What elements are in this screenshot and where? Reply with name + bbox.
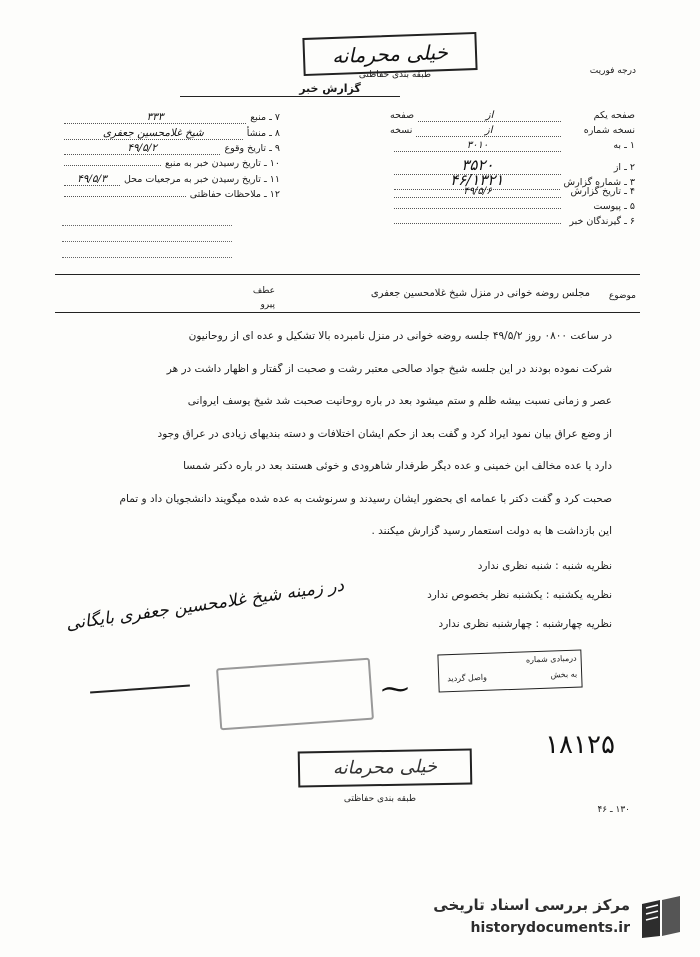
report-title: گزارش خبر — [299, 82, 361, 95]
subject-ref-label: عطف — [252, 286, 275, 296]
right-field-row — [390, 186, 635, 198]
left-field-row — [60, 158, 280, 169]
field-label: ۱۱ ـ تاریخ رسیدن خبر به مرجعیات محل — [123, 174, 280, 185]
field-value: ۳۰۱۰ — [394, 140, 561, 152]
body-line: از وضع عراق بیان نمود ایراد کرد و گفت بعد از حکم ایشان اختلافات و دسته بندیهای زیادی در عراق وجود — [157, 427, 612, 440]
subject-label: موضوع — [608, 291, 636, 301]
field-value: ۴۹/۵/۳ — [64, 173, 120, 186]
field-label: نسخه شماره — [583, 125, 635, 137]
blank-line — [62, 225, 232, 226]
watermark-title: مرکز بررسی اسناد تاریخی — [433, 896, 630, 914]
left-field-row — [60, 173, 280, 186]
right-field-row — [390, 125, 635, 137]
body-line: این بازداشت ها به دولت استعمار رسید گزارش میکنند . — [371, 525, 612, 537]
blank-line — [62, 241, 232, 242]
field-label: ۱ ـ به — [613, 140, 635, 152]
body-line: دارد یا عده مخالف ابن خمینی و عده دیگر طرفدار شاهرودی و خوئی هستند بعد در باره دکتر شمسا — [183, 460, 612, 472]
field-value: از — [416, 125, 561, 137]
book-logo-icon — [636, 892, 686, 942]
body-line: عصر و زمانی نسبت بیشه ظلم و ستم میشود بعد در باره روحانیت صحبت شد شیخ یوسف ایروانی — [187, 395, 612, 407]
field-label: ۶ ـ گیرندگان خبر — [569, 216, 635, 228]
field-value — [394, 208, 561, 209]
left-field-row — [60, 127, 280, 140]
received-stamp-line2: به بخش — [550, 669, 578, 680]
field-label: ۹ ـ تاریخ وقوع — [224, 143, 280, 154]
subject-value: مجلس روضه خوانی در منزل شیخ غلامحسین جعفری — [370, 288, 590, 299]
field-label: ۱۰ ـ تاریخ رسیدن خبر به منبع — [165, 157, 280, 169]
note-line: نظریه یکشنبه : یکشنبه نظر بخصوص ندارد — [427, 589, 612, 601]
field-extra: نسخه — [390, 125, 413, 137]
field-value — [394, 223, 561, 224]
footer-classification-stamp — [298, 748, 473, 787]
received-stamp — [437, 649, 582, 692]
subject-top-rule — [55, 274, 640, 275]
field-label: ۳ ـ شماره گزارش — [563, 176, 635, 188]
field-value: شیخ غلامحسین جعفری — [64, 127, 243, 140]
field-value: از — [418, 110, 561, 122]
handwritten-initials: ⁓ — [381, 672, 409, 705]
right-field-row — [390, 140, 635, 152]
header-rule — [180, 96, 400, 97]
watermark — [400, 888, 690, 948]
footer-stamp-text: خیلی محرمانه — [332, 756, 438, 779]
watermark-url: historydocuments.ir — [470, 920, 630, 936]
field-value: ۴۹/۵/۲ — [64, 142, 220, 155]
field-value: ۳۵۲۰ — [394, 156, 561, 175]
field-value — [64, 196, 186, 197]
field-value: ۴۶/۱۳۲۱ — [394, 171, 560, 190]
right-field-row — [390, 201, 635, 212]
left-field-row — [60, 142, 280, 155]
subject-follow-label: پیرو — [260, 300, 275, 310]
body-line: شرکت نموده بودند در این جلسه شیخ جواد صالحی معتبر رشت و صحبت از گفتار و اظهار داشت در هر — [166, 362, 612, 375]
field-value: ۴۹/۵/۶ — [394, 186, 561, 198]
field-label: ۵ ـ پیوست — [593, 201, 635, 213]
form-code: ۱۳۰ ـ ۴۶ — [597, 805, 630, 815]
field-label: ۷ ـ منبع — [250, 112, 280, 123]
field-value — [64, 165, 161, 166]
file-number: ۱۸۱۲۵ — [545, 730, 615, 760]
field-label: ۱۲ ـ ملاحظات حفاظتی — [189, 188, 280, 200]
left-field-row — [60, 111, 280, 124]
classification-stamp-text: خیلی محرمانه — [331, 39, 449, 69]
right-field-row — [390, 110, 635, 122]
field-label: ۸ ـ منشأ — [246, 127, 280, 139]
received-stamp-line1: درمبادی شماره — [525, 653, 577, 665]
field-label: ۲ ـ از — [613, 161, 635, 173]
subject-bottom-rule — [55, 312, 640, 313]
body-line: صحبت کرد و گفت دکتر با عمامه ای بحضور ایشان رسیدند و سرنوشت به عده شده میگویند دانشجویان داد و تمام — [119, 492, 612, 505]
field-label: ۴ ـ تاریخ گزارش — [570, 186, 635, 197]
field-extra: صفحه — [390, 110, 415, 121]
blank-line — [62, 257, 232, 258]
field-value: ۳۳۳ — [64, 111, 246, 124]
note-line: نظریه شنبه : شنبه نظری ندارد — [477, 560, 612, 572]
note-line: نظریه چهارشنبه : چهارشنبه نظری ندارد — [438, 618, 612, 630]
received-stamp-line3: واصل گردید — [447, 672, 488, 684]
margin-note: در زمینه شیخ غلامحسین جعفری بایگانی — [64, 575, 346, 635]
priority-label: درجه فوریت — [589, 66, 636, 76]
margin-underline — [90, 685, 190, 694]
right-field-row — [390, 216, 635, 227]
field-label: صفحه یکم — [593, 110, 635, 121]
classification-caption: طبقه بندی حفاظتی — [358, 70, 432, 80]
body-line: در ساعت ۰۸۰۰ روز ۴۹/۵/۲ جلسه روضه خوانی در منزل نامبرده بالا تشکیل و عده ای از روحانیون — [188, 330, 612, 342]
left-field-row — [60, 189, 280, 200]
footer-caption: طبقه بندی حفاظتی — [343, 794, 417, 804]
